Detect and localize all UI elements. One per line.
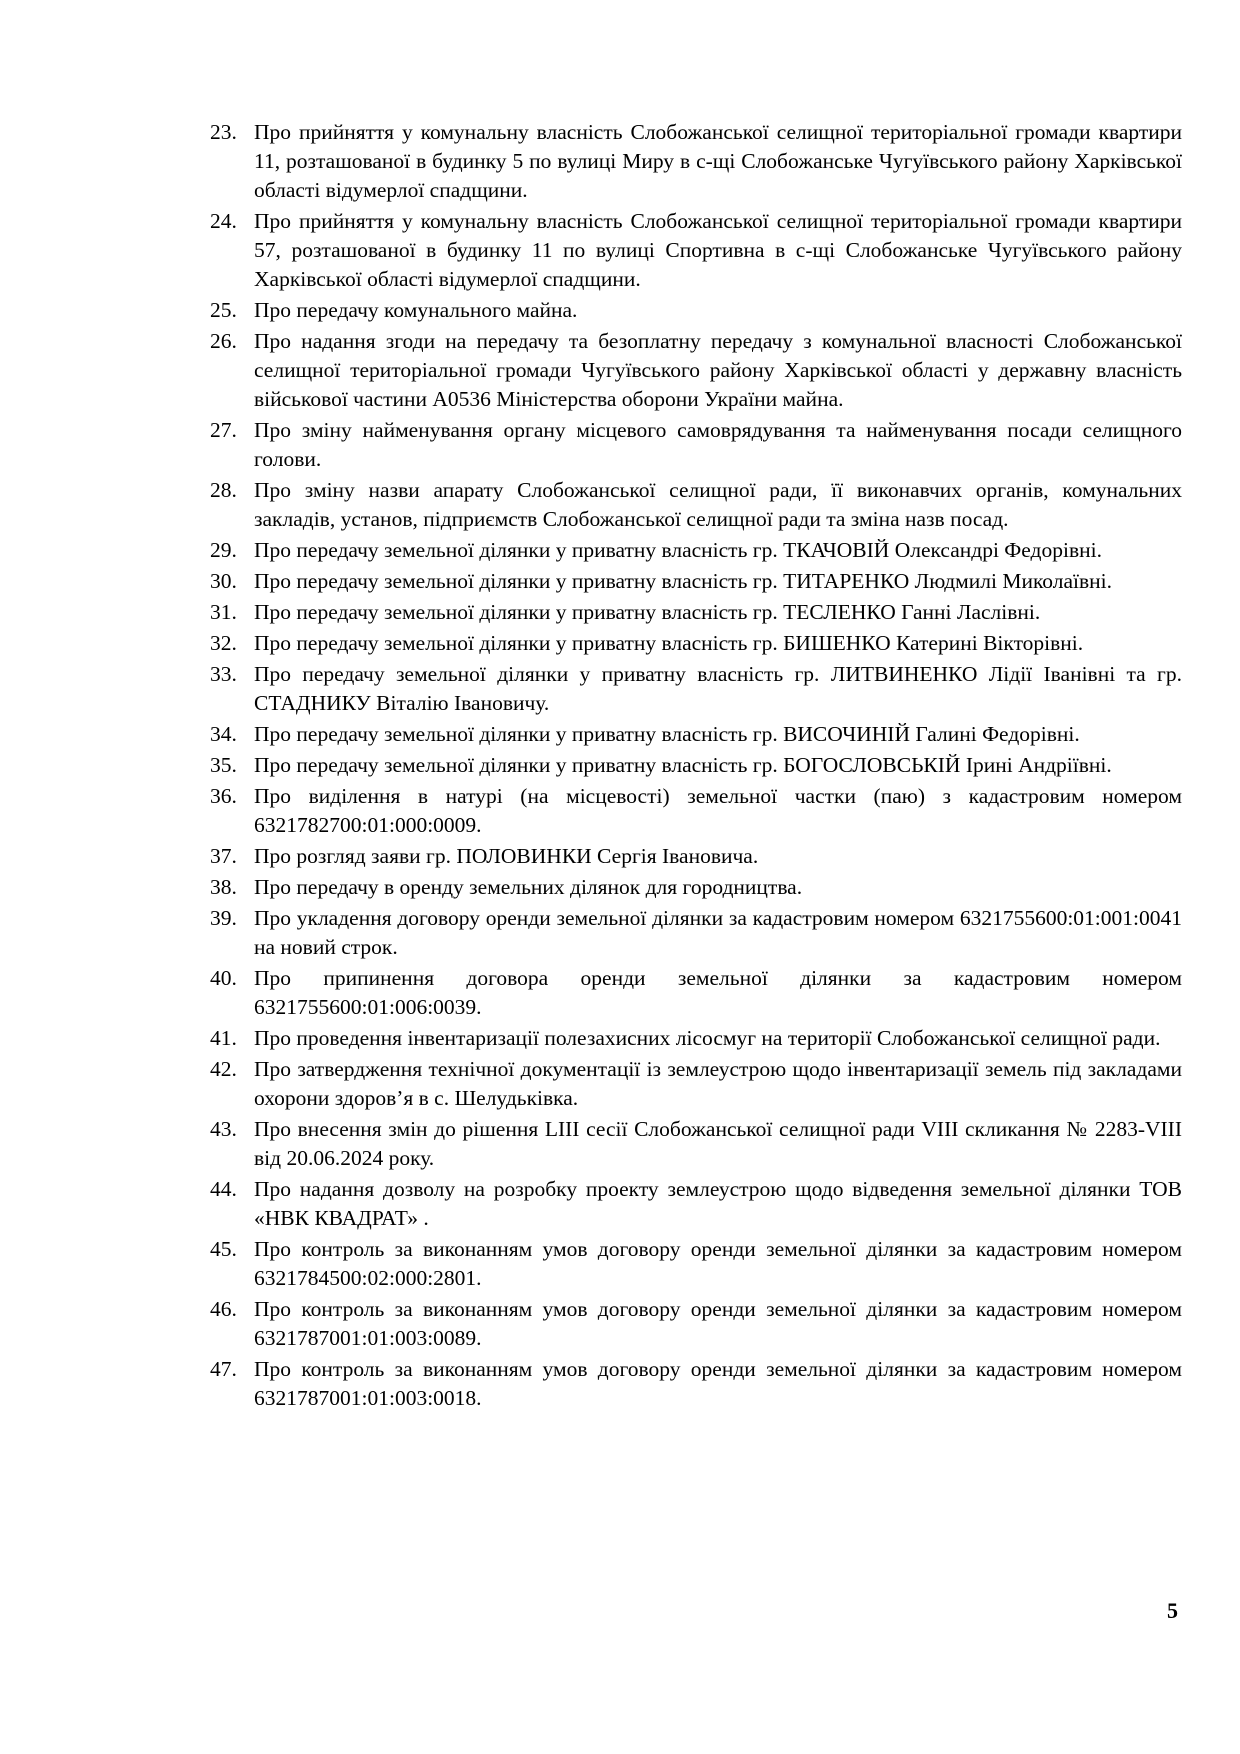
agenda-item xyxy=(210,1024,1182,1053)
item-text: Про затвердження технічної документації із землеустрою щодо інвентаризації земель під закладами охорони здоров’я в с. Шелудьківка. xyxy=(254,1057,1182,1110)
agenda-item xyxy=(210,476,1182,534)
agenda-item xyxy=(210,1055,1182,1113)
agenda-item xyxy=(210,536,1182,565)
agenda-item xyxy=(210,598,1182,627)
agenda-item xyxy=(210,782,1182,840)
agenda-item xyxy=(210,964,1182,1022)
agenda-item xyxy=(210,873,1182,902)
item-number: 28. xyxy=(210,478,237,502)
item-text: Про надання згоди на передачу та безоплатну передачу з комунальної власності Слобожанської селищної територіальної громади Чугуївського району Харківської області у державну власність військової частини А0536 Міністерства оборони України майна. xyxy=(254,329,1182,411)
item-text: Про передачу земельної ділянки у приватну власність гр. ТЕСЛЕНКО Ганні Ласлівні. xyxy=(254,600,1041,624)
item-number: 43. xyxy=(210,1117,237,1141)
agenda-item xyxy=(210,567,1182,596)
agenda-item xyxy=(210,751,1182,780)
agenda-item xyxy=(210,1115,1182,1173)
item-number: 23. xyxy=(210,120,237,144)
item-number: 38. xyxy=(210,875,237,899)
agenda-item xyxy=(210,904,1182,962)
item-text: Про укладення договору оренди земельної ділянки за кадастровим номером 6321755600:01:001:0041 на новий строк. xyxy=(254,906,1182,959)
item-number: 30. xyxy=(210,569,237,593)
agenda-item xyxy=(210,1175,1182,1233)
item-text: Про виділення в натурі (на місцевості) земельної частки (паю) з кадастровим номером 6321782700:01:000:0009. xyxy=(254,784,1182,837)
agenda-item xyxy=(210,720,1182,749)
item-number: 44. xyxy=(210,1177,237,1201)
item-text: Про передачу земельної ділянки у приватну власність гр. БИШЕНКО Катерині Вікторівні. xyxy=(254,631,1084,655)
item-text: Про прийняття у комунальну власність Слобожанської селищної територіальної громади квартири 57, розташованої в будинку 11 по вулиці Спортивна в с-щі Слобожанське Чугуївського району Харківської області відумерлої спадщини. xyxy=(254,209,1182,291)
page-number: 5 xyxy=(1167,1598,1178,1623)
item-text: Про передачу земельної ділянки у приватну власність гр. ТИТАРЕНКО Людмилі Миколаївні. xyxy=(254,569,1113,593)
item-text: Про припинення договора оренди земельної ділянки за кадастровим номером 6321755600:01:006:0039. xyxy=(254,966,1182,1019)
item-number: 40. xyxy=(210,966,237,990)
agenda-item xyxy=(210,660,1182,718)
agenda-list xyxy=(210,118,1182,1415)
item-number: 41. xyxy=(210,1026,237,1050)
item-number: 42. xyxy=(210,1057,237,1081)
agenda-item xyxy=(210,1235,1182,1293)
item-text: Про зміну назви апарату Слобожанської селищної ради, її виконавчих органів, комунальних закладів, установ, підприємств Слобожанської селищної ради та зміна назв посад. xyxy=(254,478,1182,531)
item-number: 32. xyxy=(210,631,237,655)
item-text: Про передачу в оренду земельних ділянок для городництва. xyxy=(254,875,803,899)
item-text: Про передачу земельної ділянки у приватну власність гр. ЛИТВИНЕНКО Лідії Іванівні та гр. СТАДНИКУ Віталію Івановичу. xyxy=(254,662,1182,715)
item-text: Про проведення інвентаризації полезахисних лісосмуг на території Слобожанської селищної ради. xyxy=(254,1026,1161,1050)
item-text: Про контроль за виконанням умов договору оренди земельної ділянки за кадастровим номером 6321787001:01:003:0089. xyxy=(254,1297,1182,1350)
item-number: 37. xyxy=(210,844,237,868)
item-number: 34. xyxy=(210,722,237,746)
item-text: Про розгляд заяви гр. ПОЛОВИНКИ Сергія Івановича. xyxy=(254,844,759,868)
agenda-item xyxy=(210,296,1182,325)
agenda-item xyxy=(210,118,1182,205)
agenda-item xyxy=(210,842,1182,871)
item-text: Про зміну найменування органу місцевого самоврядування та найменування посади селищного голови. xyxy=(254,418,1182,471)
agenda-item xyxy=(210,629,1182,658)
item-number: 24. xyxy=(210,209,237,233)
item-text: Про прийняття у комунальну власність Слобожанської селищної територіальної громади квартири 11, розташованої в будинку 5 по вулиці Миру в с-щі Слобожанське Чугуївського району Харківської області відумерлої спадщини. xyxy=(254,120,1182,202)
agenda-item xyxy=(210,327,1182,414)
item-text: Про контроль за виконанням умов договору оренди земельної ділянки за кадастровим номером 6321784500:02:000:2801. xyxy=(254,1237,1182,1290)
item-number: 45. xyxy=(210,1237,237,1261)
item-text: Про передачу комунального майна. xyxy=(254,298,578,322)
agenda-item xyxy=(210,416,1182,474)
item-number: 33. xyxy=(210,662,237,686)
item-number: 47. xyxy=(210,1357,237,1381)
item-text: Про передачу земельної ділянки у приватну власність гр. ВИСОЧИНІЙ Галині Федорівні. xyxy=(254,722,1080,746)
item-number: 31. xyxy=(210,600,237,624)
item-number: 26. xyxy=(210,329,237,353)
item-text: Про внесення змін до рішення LIII сесії Слобожанської селищної ради VIII скликання № 2283-VIII від 20.06.2024 року. xyxy=(254,1117,1182,1170)
item-number: 36. xyxy=(210,784,237,808)
item-number: 39. xyxy=(210,906,237,930)
agenda-item xyxy=(210,1295,1182,1353)
item-text: Про надання дозволу на розробку проекту землеустрою щодо відведення земельної ділянки ТОВ «НВК КВАДРАТ» . xyxy=(254,1177,1182,1230)
agenda-item xyxy=(210,1355,1182,1413)
item-number: 29. xyxy=(210,538,237,562)
item-text: Про передачу земельної ділянки у приватну власність гр. БОГОСЛОВСЬКІЙ Ірині Андріївні. xyxy=(254,753,1112,777)
item-number: 27. xyxy=(210,418,237,442)
agenda-item xyxy=(210,207,1182,294)
item-number: 46. xyxy=(210,1297,237,1321)
item-number: 25. xyxy=(210,298,237,322)
item-text: Про передачу земельної ділянки у приватну власність гр. ТКАЧОВІЙ Олександрі Федорівні. xyxy=(254,538,1102,562)
item-text: Про контроль за виконанням умов договору оренди земельної ділянки за кадастровим номером 6321787001:01:003:0018. xyxy=(254,1357,1182,1410)
item-number: 35. xyxy=(210,753,237,777)
